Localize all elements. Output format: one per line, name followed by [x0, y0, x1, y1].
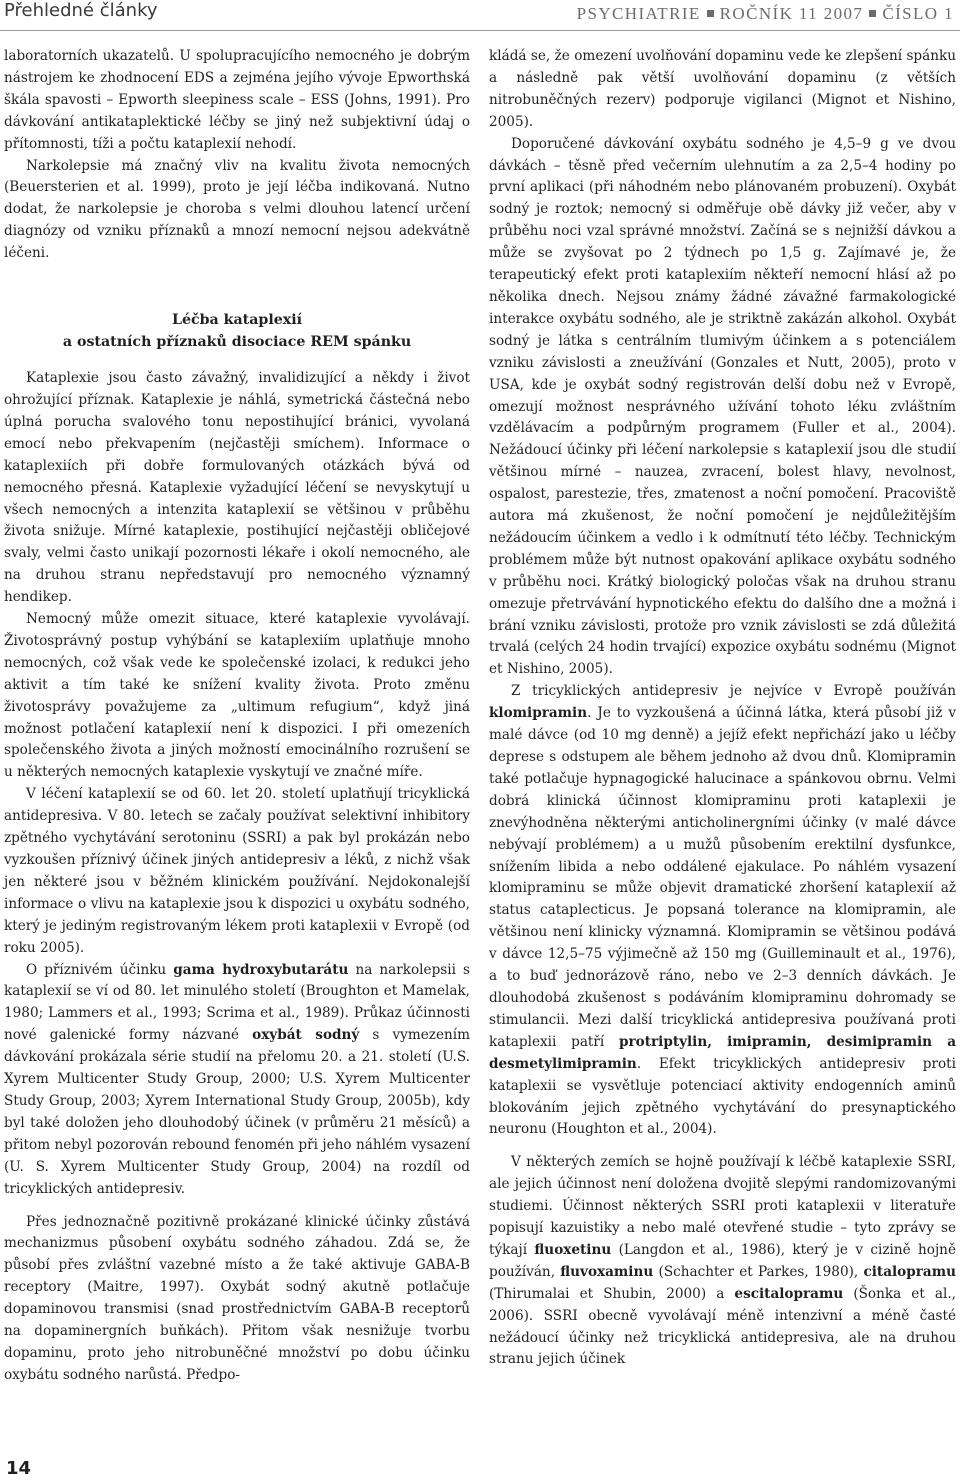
journal-info — [577, 4, 954, 24]
year: 2007 — [823, 4, 864, 23]
paragraph: laboratorních ukazatelů. U spolupracujícího nemocného je dobrým nástrojem ke zhodnocení EDS a zejména jejího vývoje Epworthská škála spavosti – Epworth sleepiness scale – ESS (Johns, 1991). Pro dávkování antikataplektické léčby se jiný než subjektivní údaj o přítomnosti, tíži a počtu kataplexií nehodí. — [4, 48, 470, 152]
text-run: na narkolepsii s kataplexií se ví od 80. let minulého století (Broughton et Mamelak, 1980; Lammers et al., 1993; Scrima et al., 1989). Průkaz účinnosti nové galenické formy názvané — [4, 961, 470, 1044]
left-column — [4, 46, 470, 1387]
text-run: (Thirumalai et Shubin, 2000) a — [489, 1285, 735, 1302]
page-number: 14 — [6, 1458, 32, 1479]
volume: ROČNÍK 11 — [719, 4, 819, 23]
separator-square-icon — [707, 10, 714, 17]
drug-name: protriptylin, imipramin, desimipramin a desmetylimipramin — [489, 1033, 957, 1072]
paragraph: kládá se, že omezení uvolňování dopaminu vede ke zlepšení spánku a následně pak větší uvolňování dopaminu (z větších nitrobuněčných rezerv) podporuje vigilanci (Mignot et Nishino, 2005). — [489, 48, 956, 130]
drug-name: escitalopramu — [734, 1285, 844, 1302]
paragraph: Narkolepsie má značný vliv na kvalitu života nemocných (Beuersterien et al. 1999), proto je její léčba indikovaná. Nutno dodat, že narkolepsie je choroba s velmi dlouhou latencí určení diagnózy od vzniku příznaků a mnozí nemocní nejsou adekvátně léčeni. — [4, 157, 470, 262]
drug-name: klomipramin — [489, 705, 588, 722]
drug-name: fluoxetinu — [534, 1241, 612, 1258]
drug-name: fluvoxaminu — [560, 1263, 654, 1280]
drug-name: gama hydroxybutarátu — [173, 961, 349, 978]
text-run: Z tricyklických antidepresiv je nejvíce v Evropě používán — [511, 683, 956, 700]
paragraph: Přes jednoznačně pozitivně prokázané klinické účinky zůstává mechanizmus působení oxybátu sodného záhadou. Zdá se, že působí přes zvláštní vazebné místo a že také aktivuje GABA-B receptory (Maitre, 1997). Oxybát sodný akutně potlačuje dopaminovou transmisi (snad prostřednictvím GABA-B receptorů na dopaminergních buňkách). Přitom však nesnižuje tvorbu dopaminu, proto jeho nitrobuněčné množství po dobu účinku oxybátu sodného narůstá. Předpo- — [4, 1213, 470, 1383]
text-run: V některých zemích se hojně používají k léčbě kataplexie SSRI, ale jejich účinnost není doložena dvojitě slepými randomizovanými studiemi. Účinnost některých SSRI proti kataplexii v literatuře popisují kazuistiky a nebo malé otevřené studie – tyto zprávy se týkají — [489, 1154, 956, 1258]
paragraph — [489, 681, 956, 1141]
journal-name: PSYCHIATRIE — [576, 4, 701, 23]
heading-line: Léčba kataplexií — [171, 312, 303, 329]
text-run: O příznivém účinku — [26, 961, 174, 978]
page-header — [0, 0, 960, 30]
text-run: (Schachter et Parkes, 1980), — [653, 1263, 864, 1280]
paragraph — [4, 960, 470, 1201]
text-run: . Efekt tricyklických antidepresiv proti kataplexii se vysvětluje potenciací aktivity endogenních aminů blokováním jejich zpětného vychytávání do presynaptického neuronu (Houghton et al., 2004). — [489, 1055, 956, 1138]
section-heading — [4, 309, 470, 353]
text-run: (Šonka et al., 2006). SSRI obecně vyvolávají méně intenzivní a méně časté nežádoucí účinky než tricyklická antidepresiva, ale na druhou stranu jejich účinek — [489, 1285, 956, 1368]
heading-line: a ostatních příznaků disociace REM spánku — [62, 334, 412, 351]
paragraph — [489, 1152, 956, 1371]
text-run: (Langdon et al., 1986), který je v cizině hojně používán, — [489, 1241, 956, 1280]
section-name: Přehledné články — [4, 0, 158, 21]
paragraph: V léčení kataplexií se od 60. let 20. století uplatňují tricyklická antidepresiva. V 80. letech se začaly používat selektivní inhibitory zpětného vychytávání serotoninu (SSRI) a pak byl prokázán nebo vyzkoušen příznivý účinek jiných antidepresiv a léků, z nichž však jen některé jsou v běžném klinickém používání. Nejdokonalejší informace o vlivu na kataplexie jsou k dispozici u oxybátu sodného, který je jediným registrovaným lékem proti kataplexii v Evropě (od roku 2005). — [4, 786, 470, 956]
paragraph: Nemocný může omezit situace, které kataplexie vyvolávají. Životosprávný postup vyhýbání se kataplexiím uplatňuje mnoho nemocných, což však vede ke společenské izolaci, k redukci jeho aktivit a tím také ke snížení kvality života. Proto změnu životosprávy považujeme za „ultimum refugium“, když jiná možnost potlačení kataplexií není k dispozici. I při omezeních společenského života a jiných možností emocinálního rozrušení se u některých nemocných kataplexie vyskytují ve značné míře. — [4, 611, 470, 781]
drug-name: citalopramu — [863, 1263, 956, 1280]
paragraph: Kataplexie jsou často závažný, invalidizující a někdy i život ohrožující příznak. Kataplexie je náhlá, symetrická částečná nebo úplná porucha svalového tonu nepostihující bránici, vyvolaná emocí nebo překvapením (nejčastěji smíchem). Informace o kataplexiích při dobře formulovaných otázkách bývá od nemocného přesná. Kataplexie vyžadující léčení se nevyskytují u všech nemocných a intenzita kataplexií se většinou v průběhu života snižuje. Mírné kataplexie, postihující nejčastěji obličejové svaly, velmi často unikají pozornosti lékaře i okolí nemocného, ale na druhou stranu nepředstavují pro nemocného významný hendikep. — [4, 370, 470, 606]
separator-square-icon — [869, 10, 876, 17]
paragraph: Doporučené dávkování oxybátu sodného je 4,5–9 g ve dvou dávkách – těsně před večerním ulehnutím a za 2,5–4 hodiny po první aplikaci (při náhodném nebo plánovaném probuzení). Oxybát sodný je roztok; nemocný si odměřuje obě dávky již večer, aby v průběhu noci vzal správné množství. Začíná se s nejnižší dávkou a může se zvyšovat po 2 týdnech po 1,5 g. Zajímavé je, že terapeutický efekt proti kataplexiím někteří nemocní hlásí až po několika dnech. Nejsou známy žádné závažné farmakologické interakce oxybátu sodného, ale je striktně zakázán alkohol. Oxybát sodný je látka s centrálním tlumivým účinkem a s potenciálem vzniku závislosti a zneužívání (Gonzales et Nutt, 2005), proto v USA, kde je oxybát sodný registrován delší dobu než v Evropě, omezují možnost nesprávného užívání tohoto léku zvláštním vzdělávacím a podpůrným programem (Fuller et al., 2004). Nežádoucí účinky při léčení narkolepsie s kataplexií jsou dle studií většinou mírné – nauzea, zvracení, bolest hlavy, nevolnost, ospalost, parestezie, třes, zmatenost a noční pomočení. Pracoviště autora má zkušenost, že noční pomočení je nejdůležitějším nežádoucím účinkem a vedlo i k odmítnutí této léčby. Technickým problémem může být nutnost opakování aplikace oxybátu sodného v průběhu noci. Krátký biologický poločas však na druhou stranu omezuje přetrvávání hypnotického efektu do dalšího dne a možná i brání vzniku závislosti, protože pro vznik závislosti se zdá důležitá trvalá (celých 24 hodin trvající) expozice oxybátu sodnému (Mignot et Nishino, 2005). — [489, 135, 956, 678]
right-column — [489, 46, 956, 1371]
text-run: s vymezením dávkování prokázala série studií na přelomu 20. a 21. století (U.S. Xyrem Multicenter Study Group, 2000; U.S. Xyrem Multicenter Study Group, 2003; Xyrem International Study Group, 2005b), kdy byl také doložen jeho dlouhodobý účinek (v průměru 21 měsíců) a přitom nebyl pozorován rebound fenomén při jeho náhlém vysazení (U. S. Xyrem Multicenter Study Group, 2004) na rozdíl od tricyklických antidepresiv. — [4, 1027, 470, 1197]
issue: ČÍSLO 1 — [882, 4, 954, 23]
drug-name: oxybát sodný — [252, 1027, 360, 1044]
text-run: . Je to vyzkoušená a účinná látka, která působí již v malé dávce (od 10 mg denně) a jejíž efekt nepřichází jako u léčby deprese s odstupem ale během jednoho až dvou dnů. Klomipramin také potlačuje hypnagogické halucinace a spánkovou obrnu. Velmi dobrá klinická účinnost klomipraminu proti kataplexii je znevýhodněna některými anticholinergními účinky (v malé dávce nebývají problémem) a u mužů působením erektilní dysfunkce, snížením libida a nebo oddálené ejakulace. Po náhlém vysazení klomipraminu se může objevit dramatické zhoršení kataplexií až status cataplecticus. Je popsaná tolerance na klomipramin, ale většinou není klinicky významná. Klomipramin se většinou podává v dávce 12,5–75 výjimečně až 150 mg (Guilleminault et al., 1976), a to buď jednorázově ráno, nebo ve 2–3 denních dávkách. Je dlouhodobá zkušenost s podáváním klomipraminu dohromady se stimulancii. Mezi další tricyklická antidepresiva používaná proti kataplexii patří — [489, 705, 956, 1050]
header-rule — [0, 30, 960, 31]
